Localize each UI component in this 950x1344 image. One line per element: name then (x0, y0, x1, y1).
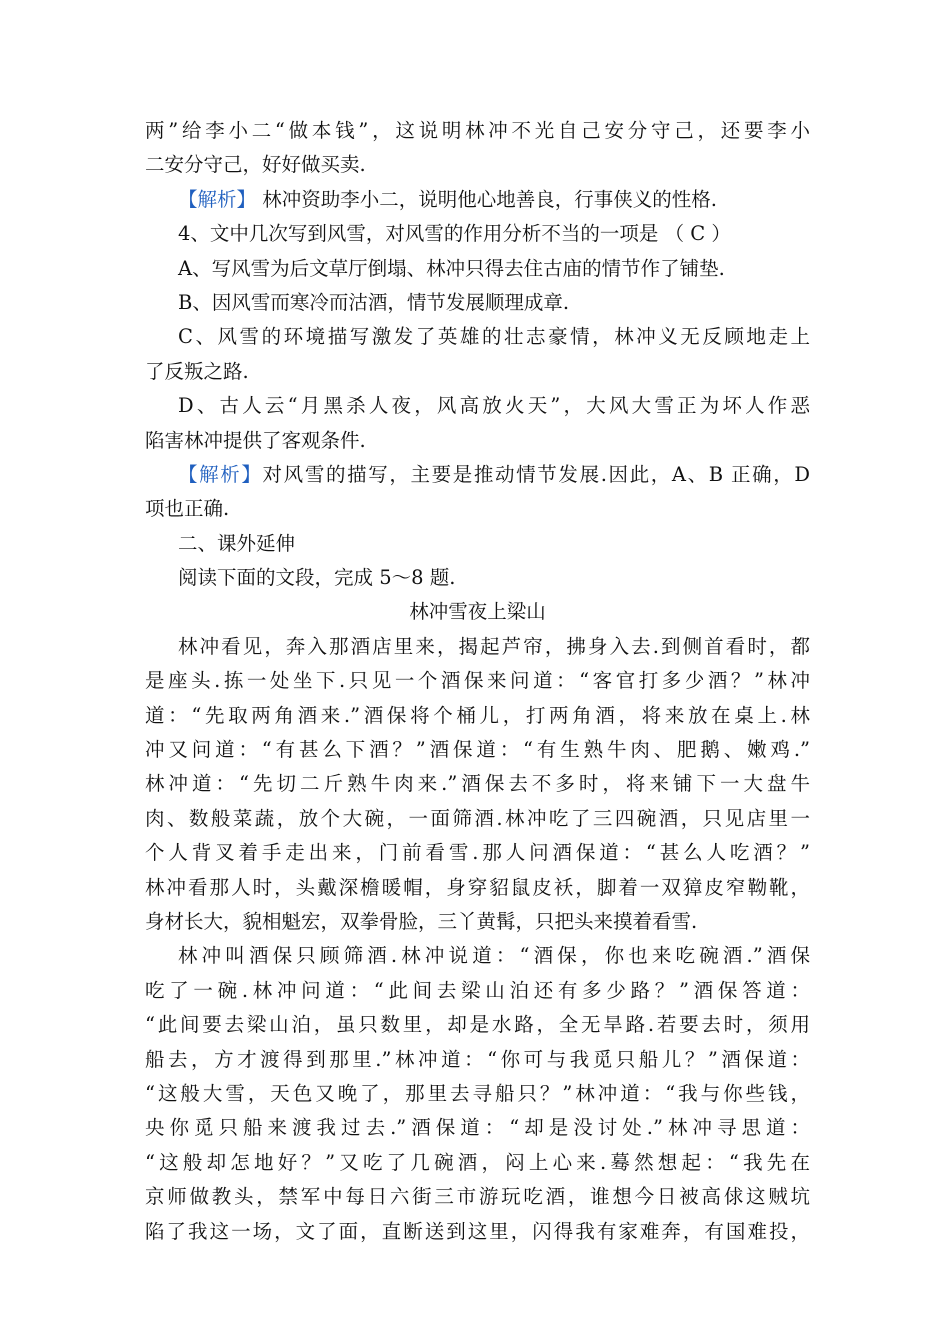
analysis-text: 林冲资助李小二，说明他心地善良，行事侠义的性格. (256, 187, 717, 211)
question-stem: 4、文中几次写到风雪，对风雪的作用分析不当的一项是 （ C ） (178, 222, 731, 246)
passage-paragraph-1 (145, 630, 810, 940)
passage-line: “这般大雪，天色又晚了，那里去寻船只？”林冲道：“我与你些钱， (145, 1081, 810, 1105)
passage-line: 林冲道：“先切二斤熟牛肉来.”酒保去不多时，将来铺下一大盘牛 (145, 772, 810, 796)
passage-line: 肉、数般菜蔬，放个大碗，一面筛酒.林冲吃了三四碗酒，只见店里一 (145, 806, 810, 830)
analysis-paragraph (145, 183, 810, 217)
passage-line: 船去，方才渡得到那里.”林冲道：“你可与我觅只船儿？”酒保道： (145, 1047, 810, 1071)
passage-title: 林冲雪夜上梁山 (409, 600, 546, 624)
passage-line: 林冲叫酒保只顾筛酒.林冲说道：“酒保，你也来吃碗酒.”酒保 (178, 944, 810, 968)
analysis-tag: 【解析】 (178, 462, 263, 486)
passage-line: 央你觅只船来渡我过去.”酒保道：“却是没讨处.”林冲寻思道： (145, 1116, 810, 1140)
option-c-continued: 了反叛之路. (145, 359, 249, 383)
option-b: B、因风雪而寒冷而沽酒，情节发展顺理成章. (178, 290, 570, 314)
passage-line: 是座头.拣一处坐下.只见一个酒保来问道：“客官打多少酒？”林冲 (145, 669, 810, 693)
section-instruction: 阅读下面的文段，完成 5～8 题. (178, 566, 456, 590)
passage-paragraph-2 (145, 939, 810, 1249)
passage-line: “这般却怎地好？”又吃了几碗酒，闷上心来.蓦然想起：“我先在 (145, 1150, 810, 1174)
passage-line: 道：“先取两角酒来.”酒保将个桶儿，打两角酒，将来放在桌上.林 (145, 703, 810, 727)
section-heading: 二、课外延伸 (178, 531, 296, 555)
passage-line: 身材长大，貌相魁宏，双拳骨脸，三丫黄髯，只把头来摸着看雪. (145, 909, 698, 933)
analysis-text-continued: 项也正确. (145, 497, 230, 521)
document-page (145, 114, 810, 1249)
passage-line: “此间要去梁山泊，虽只数里，却是水路，全无旱路.若要去时，须用 (145, 1013, 810, 1037)
analysis-tag: 【解析】 (178, 187, 257, 211)
option-d-continued: 陷害林冲提供了客观条件. (145, 428, 366, 452)
passage-line: 陷了我这一场，文了面，直断送到这里，闪得我有家难奔，有国难投， (145, 1219, 810, 1243)
passage-line: 冲又问道：“有甚么下酒？”酒保道：“有生熟牛肉、肥鹅、嫩鸡.” (145, 738, 810, 762)
paragraph-line: 两”给李小二“做本钱”，这说明林冲不光自己安分守己，还要李小 (145, 119, 810, 142)
passage-line: 京师做教头，禁军中每日六街三市游玩吃酒，谁想今日被高俅这贼坑 (145, 1185, 810, 1209)
passage-line: 个人背叉着手走出来，门前看雪.那人问酒保道：“甚么人吃酒？” (145, 841, 810, 865)
passage-line: 林冲看见，奔入那酒店里来，揭起芦帘，拂身入去.到侧首看时，都 (178, 634, 810, 658)
option-a: A、写风雪为后文草厅倒塌、林冲只得去住古庙的情节作了铺垫. (178, 256, 725, 280)
option-d: D、古人云“月黑杀人夜，风高放火天”，大风大雪正为坏人作恶 (178, 394, 810, 418)
passage-line: 林冲看那人时，头戴深檐暖帽，身穿貂鼠皮袄，脚着一双獐皮窄靿靴， (145, 875, 810, 899)
option-c: C、风雪的环境描写激发了英雄的壮志豪情，林冲义无反顾地走上 (178, 325, 810, 349)
analysis-paragraph (145, 458, 810, 492)
paragraph-line: 二安分守己，好好做买卖. (145, 153, 366, 177)
passage-line: 吃了一碗.林冲问道：“此间去梁山泊还有多少路？”酒保答道： (145, 978, 810, 1002)
analysis-text: 对风雪的描写，主要是推动情节发展.因此，A、B 正确，D (262, 462, 810, 486)
